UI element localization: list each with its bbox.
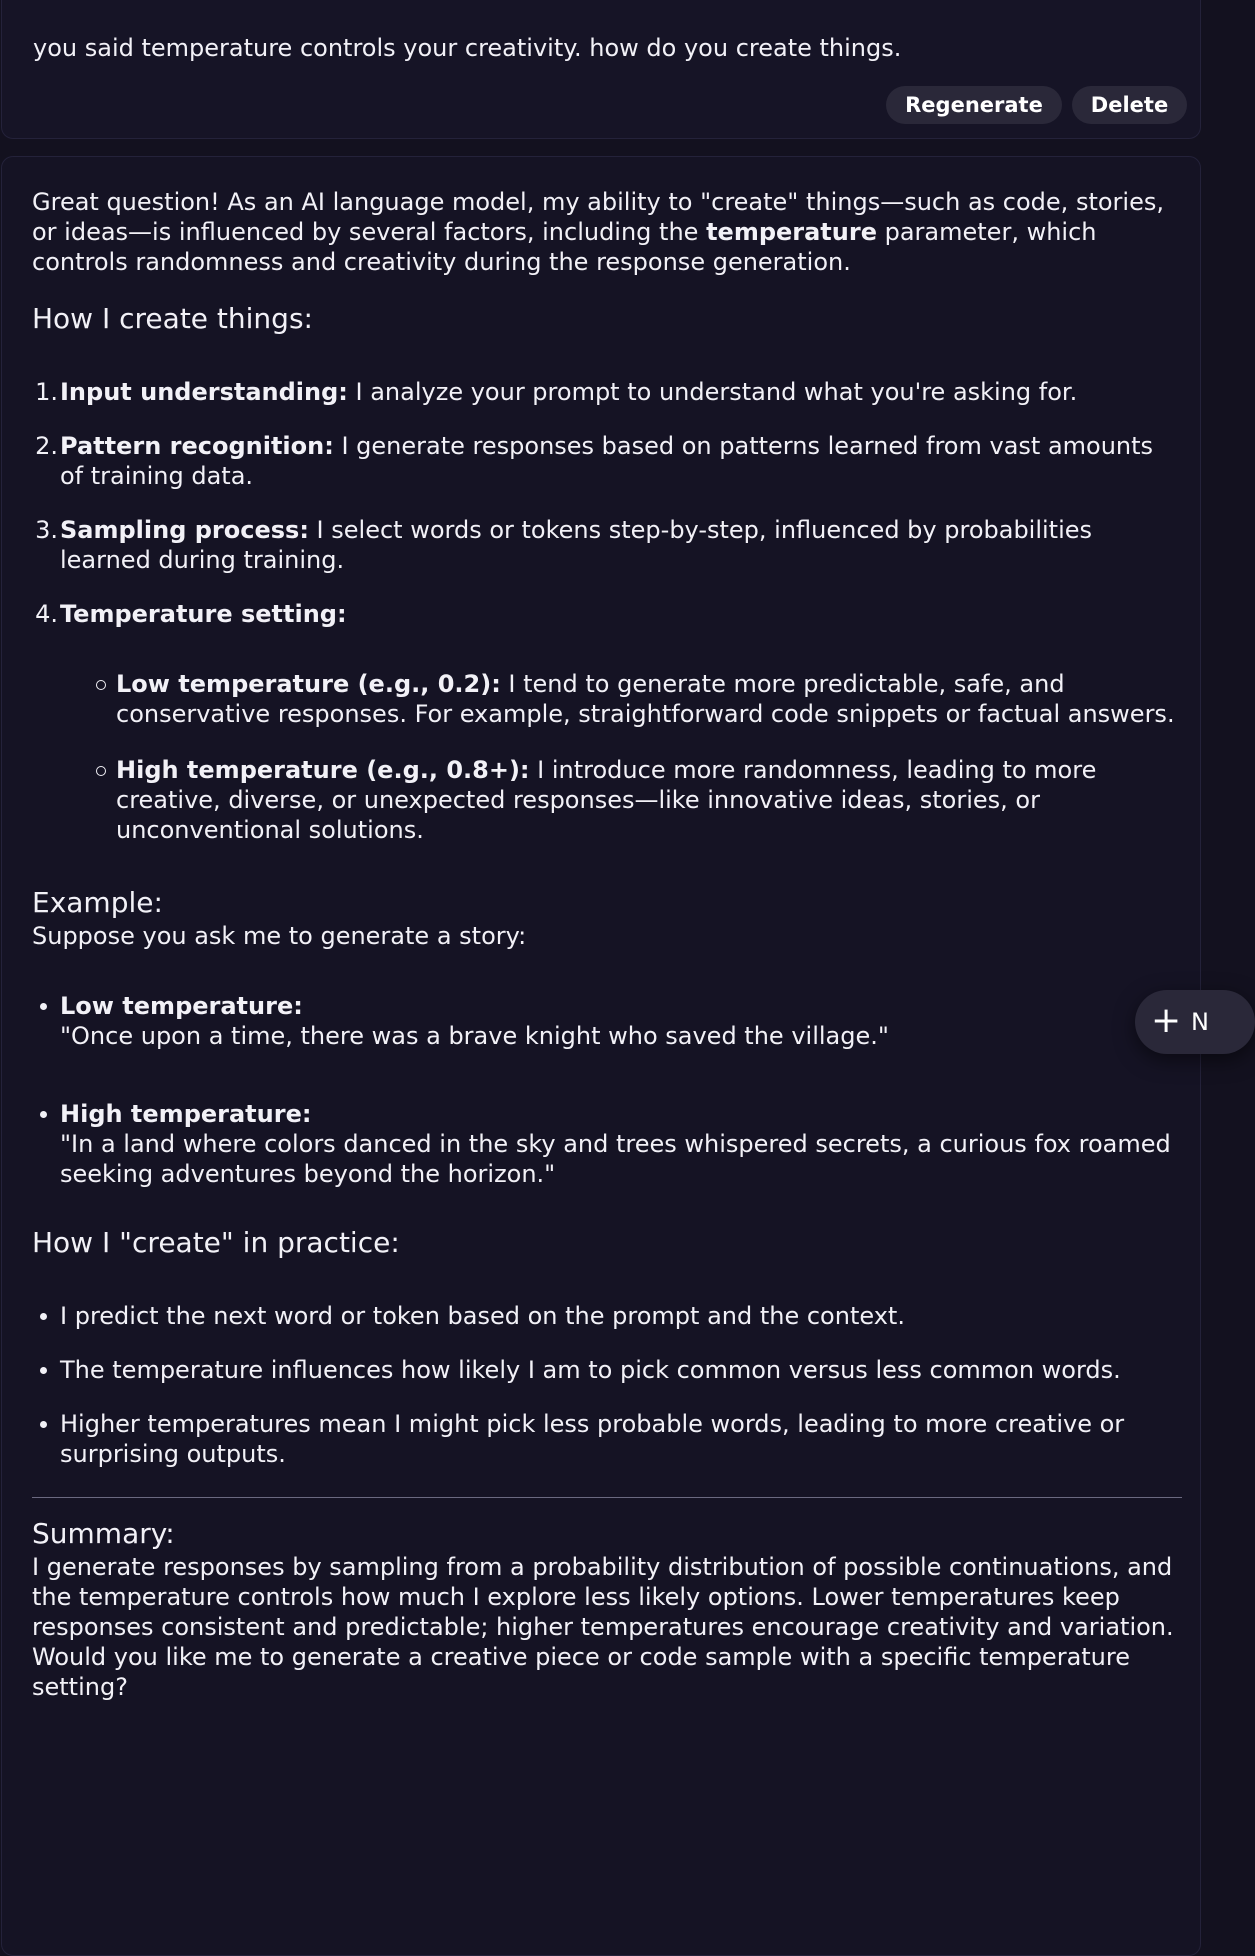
step-number: 4. [35, 600, 58, 628]
temperature-level-title: High temperature (e.g., 0.8+): [116, 756, 530, 784]
closing-question: Would you like me to generate a creative piece or code sample with a specific temperature setting? [32, 1643, 1130, 1701]
step-number: 1. [35, 378, 58, 406]
user-message-card [1, 0, 1201, 139]
intro-text-before: Great question! As an AI language model, my ability to "create" things—such as code, stories, or ideas—is influenced by several factors, including the [32, 188, 1164, 246]
list-item: Higher temperatures mean I might pick less probable words, leading to more creative or surprising outputs. [60, 1409, 1182, 1469]
examples-list [32, 991, 1182, 1189]
step-number: 2. [35, 432, 58, 460]
temperature-level-title: Low temperature (e.g., 0.2): [116, 670, 501, 698]
list-item [35, 599, 1182, 845]
step-text: I analyze your prompt to understand what you're asking for. [347, 378, 1078, 406]
heading-summary: Summary: [32, 1517, 175, 1550]
step-title: Pattern recognition: [60, 432, 334, 460]
list-item [35, 515, 1182, 575]
floating-button-label: N [1191, 1008, 1209, 1036]
new-chat-floating-button[interactable] [1135, 990, 1255, 1054]
heading-example: Example: [32, 886, 163, 919]
intro-text-after: parameter, which controls randomness and creativity during the response generation. [32, 218, 1097, 276]
example-quote: "Once upon a time, there was a brave knight who saved the village." [60, 1022, 889, 1050]
intro-bold-term: temperature [706, 218, 877, 246]
heading-how-i-create: How I create things: [32, 302, 313, 335]
summary-paragraph: I generate responses by sampling from a probability distribution of possible continuations, and the temperature controls how much I explore less likely options. Lower temperatures keep responses consistent and predictable; higher temperatures encourage creativity and variation. [32, 1553, 1174, 1641]
step-title: Input understanding: [60, 378, 348, 406]
list-item [116, 669, 1182, 729]
practice-list [32, 1301, 1182, 1469]
list-item: I predict the next word or token based on the prompt and the context. [60, 1301, 1182, 1331]
list-item [35, 431, 1182, 491]
example-title: Low temperature: [60, 992, 303, 1020]
regenerate-button[interactable]: Regenerate [886, 86, 1062, 124]
example-quote: "In a land where colors danced in the sky and trees whispered secrets, a curious fox roamed seeking adventures beyond the horizon." [60, 1130, 1171, 1188]
list-item [116, 755, 1182, 845]
step-number: 3. [35, 516, 58, 544]
assistant-message-content [32, 187, 1182, 1702]
plus-icon: + [1151, 1000, 1182, 1041]
example-title: High temperature: [60, 1100, 312, 1128]
heading-practice: How I "create" in practice: [32, 1226, 400, 1259]
temperature-level-text: I introduce more randomness, leading to more creative, diverse, or unexpected responses—like innovative ideas, stories, or unconventional solutions. [116, 756, 1097, 844]
temperature-sublist [60, 669, 1182, 845]
temperature-level-text: I tend to generate more predictable, safe, and conservative responses. For example, straightforward code snippets or factual answers. [116, 670, 1175, 728]
steps-list [32, 377, 1182, 845]
assistant-message-card [1, 156, 1201, 1956]
list-item [35, 377, 1182, 407]
list-item: The temperature influences how likely I am to pick common versus less common words. [60, 1355, 1182, 1385]
step-title: Sampling process: [60, 516, 309, 544]
step-title: Temperature setting: [60, 600, 347, 628]
intro-paragraph [32, 187, 1182, 277]
list-item [60, 991, 1182, 1051]
step-text: I generate responses based on patterns learned from vast amounts of training data. [60, 432, 1154, 490]
step-text: I select words or tokens step-by-step, influenced by probabilities learned during training. [60, 516, 1093, 574]
section-divider [32, 1497, 1182, 1498]
delete-button[interactable]: Delete [1072, 86, 1187, 124]
list-item [60, 1099, 1182, 1189]
example-intro: Suppose you ask me to generate a story: [32, 922, 527, 950]
user-message-text: you said temperature controls your creativity. how do you create things. [33, 34, 902, 62]
